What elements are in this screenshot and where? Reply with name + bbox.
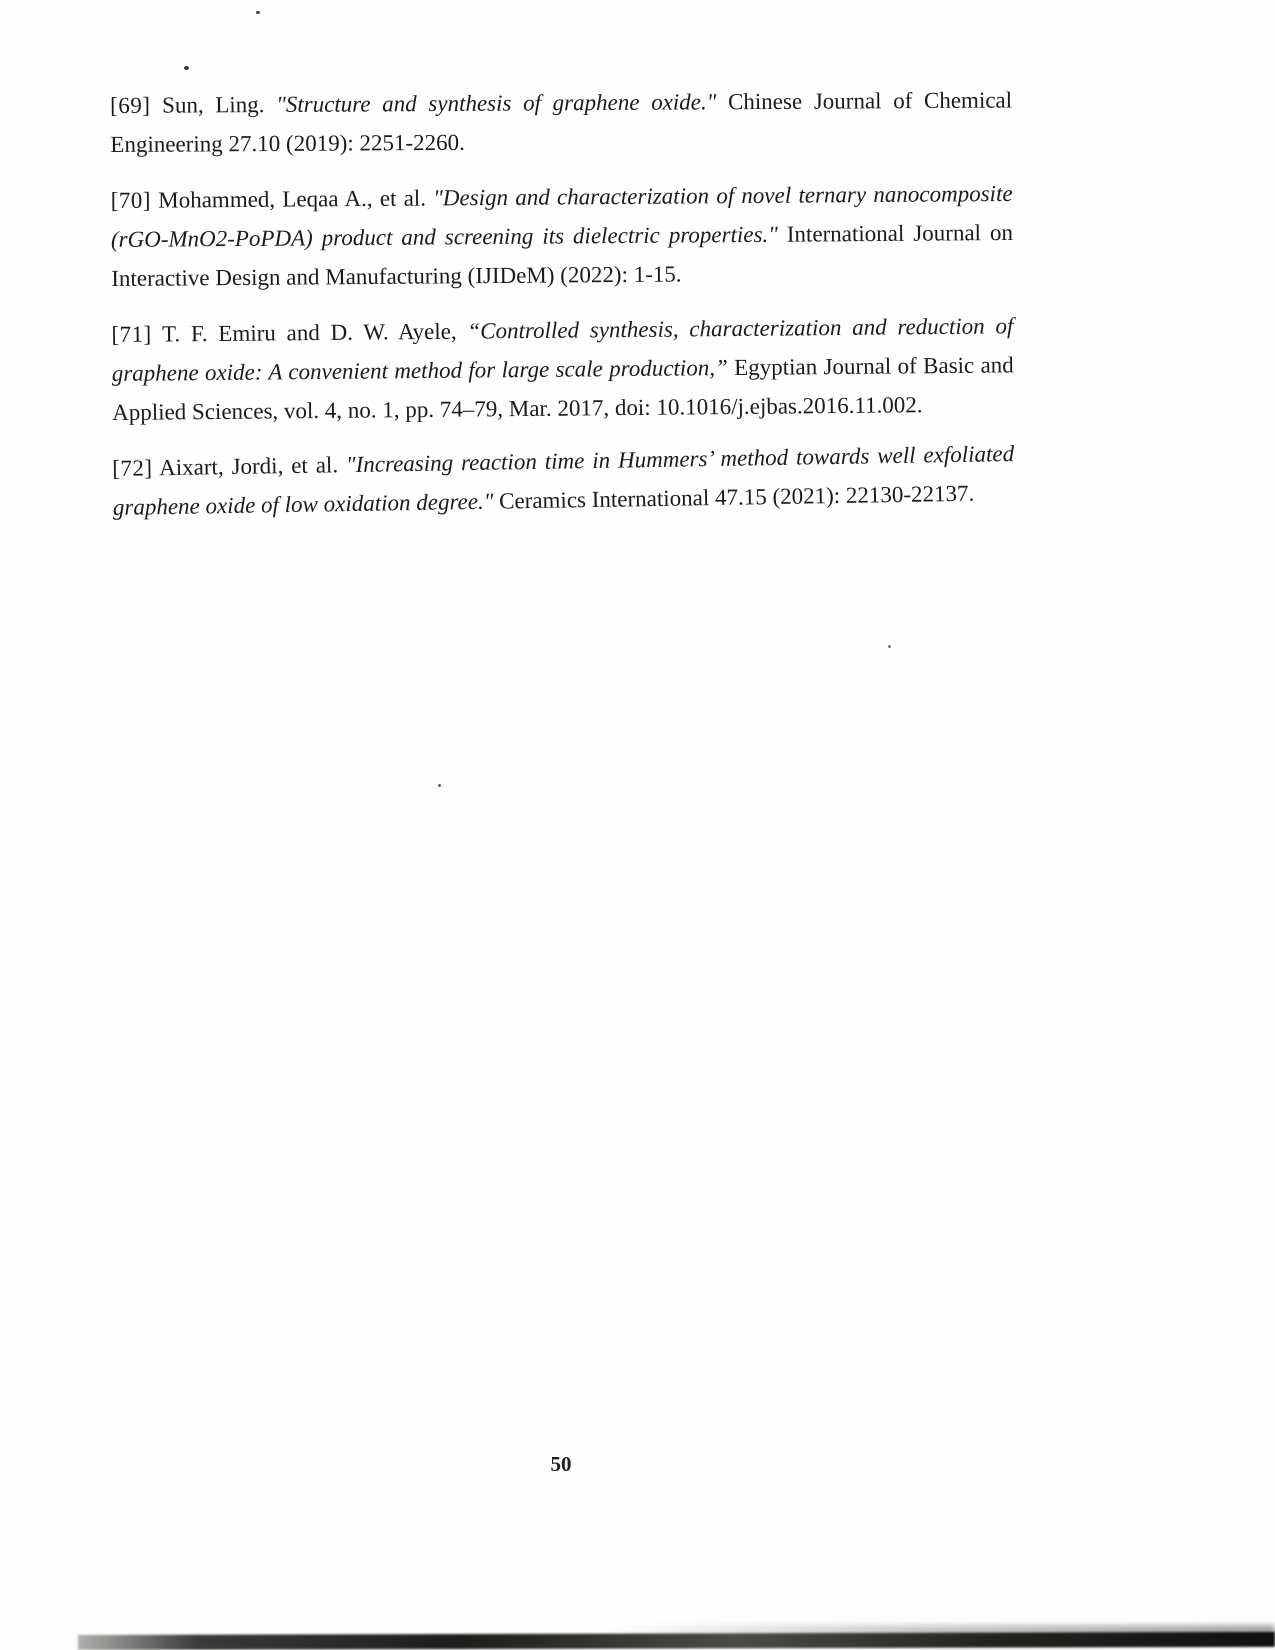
reference-title: "Structure and synthesis of graphene oxide." — [276, 89, 717, 117]
scan-artifact-dot — [184, 66, 189, 70]
reference-id: [69] — [110, 92, 151, 118]
reference-text: Sun, Ling. — [150, 91, 277, 118]
reference-text: Chinese Journal of Chemical Engineering 27.10 (2019): 2251-2260. — [110, 87, 1013, 157]
reference-title: "Design and characterization of novel ternary nanocomposite (rGO-MnO2-PoPDA) product and screening its dielectric properties." — [110, 180, 1013, 252]
reference-id: [70] — [110, 187, 152, 213]
reference-entry — [110, 80, 1012, 164]
reference-entry — [112, 434, 1015, 527]
scan-artifact-dot — [256, 11, 260, 14]
references-section — [110, 81, 1014, 544]
reference-id: [71] — [111, 321, 152, 347]
reference-entry — [110, 174, 1013, 298]
reference-title: "Increasing reaction time in Hummers’ method towards well exfoliated graphene oxide of low oxidation degree." — [112, 441, 1015, 520]
page-number: 50 — [550, 1452, 572, 1476]
scan-artifact-dot — [888, 645, 891, 648]
reference-text: Aixart, Jordi, et al. — [152, 452, 347, 481]
reference-title: “Controlled synthesis, characterization and reduction of graphene oxide: A convenient method for large scale production,” — [111, 313, 1014, 386]
reference-text: International Journal on Interactive Design and Manufacturing (IJIDeM) (2022): 1-15. — [111, 219, 1014, 291]
reference-text: Mohammed, Leqaa A., et al. — [150, 185, 434, 213]
scan-edge-artifact — [78, 1632, 1275, 1650]
reference-id: [72] — [112, 455, 153, 481]
reference-text: Ceramics International 47.15 (2021): 22130-22137. — [493, 480, 975, 514]
scan-artifact-dot — [438, 784, 441, 787]
reference-entry — [111, 306, 1014, 432]
reference-text: T. F. Emiru and D. W. Ayele, — [151, 318, 468, 347]
reference-text: Egyptian Journal of Basic and Applied Sciences, vol. 4, no. 1, pp. 74–79, Mar. 2017, doi: 10.1016/j.ejbas.2016.11.002. — [112, 352, 1014, 425]
